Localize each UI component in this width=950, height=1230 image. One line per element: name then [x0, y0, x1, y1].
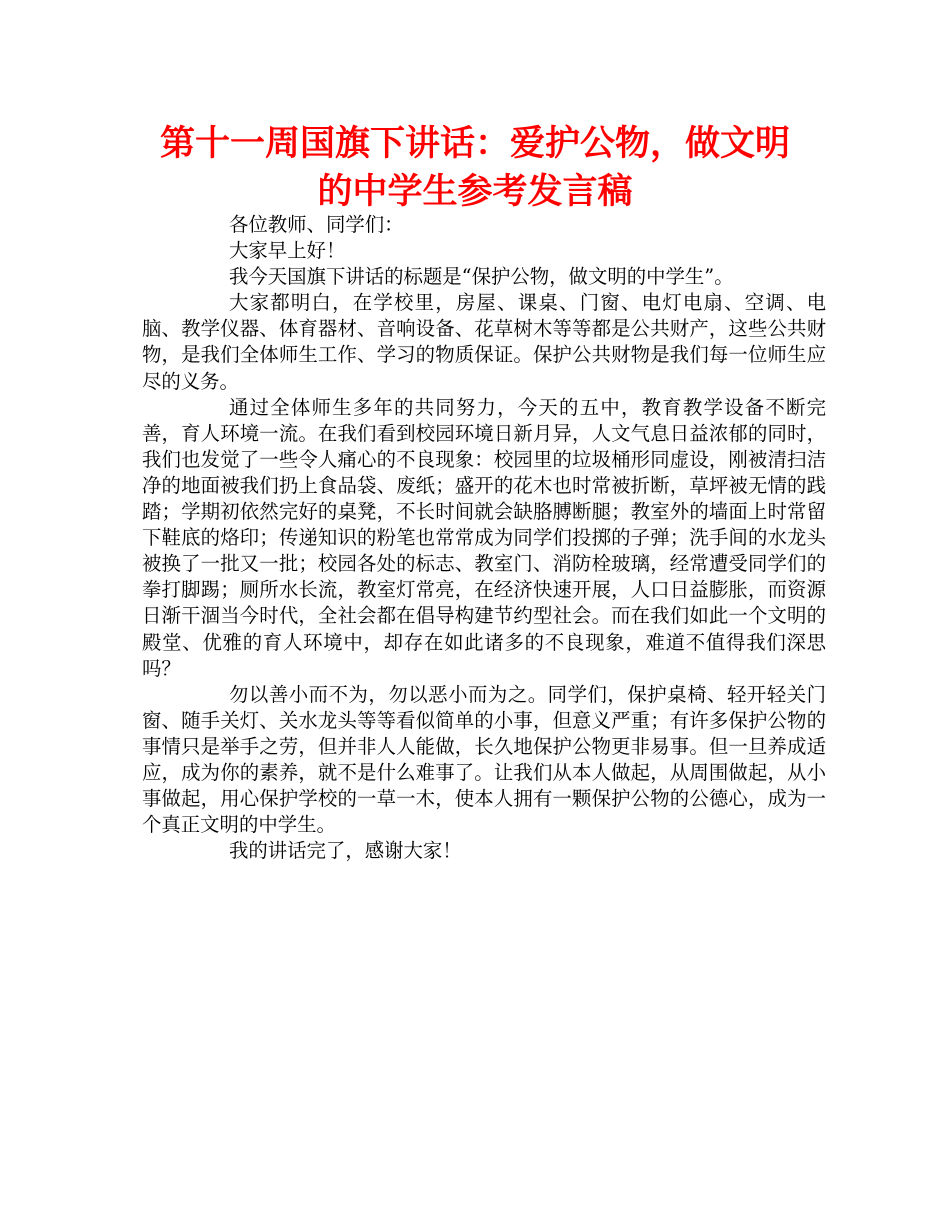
paragraph-call-to-action: 勿以善小而不为，勿以恶小而为之。同学们，保护桌椅、轻开轻关门窗、随手关灯、关水龙头等等看似简单的小事，但意义严重；有许多保护公物的事情只是举手之劳，但并非人人能做，长久地保护公物更非易事。但一旦养成适应，成为你的素养，就不是什么难事了。让我们从本人做起，从周围做起，从小事做起，用心保护学校的一草一木，使本人拥有一颗保护公物的公德心，成为一个真正文明的中学生。	[142, 682, 826, 837]
title-line-1: 第十一周国旗下讲话：爱护公物，做文明	[159, 124, 790, 164]
salutation: 各位教师、同学们：	[229, 213, 404, 236]
greeting: 大家早上好！	[229, 239, 346, 263]
page-title	[140, 120, 810, 216]
paragraph-public-property: 大家都明白，在学校里，房屋、课桌、门窗、电灯电扇、空调、电脑、教学仪器、体育器材、音响设备、花草树木等等都是公共财产，这些公共财物，是我们全体师生工作、学习的物质保证。保护公共财物是我们每一位师生应尽的义务。	[142, 291, 826, 393]
title-line-2: 的中学生参考发言稿	[317, 172, 633, 212]
paragraph-topic: 我今天国旗下讲话的标题是“保护公物，做文明的中学生”。	[229, 265, 734, 289]
paragraph-bad-phenomena: 通过全体师生多年的共同努力，今天的五中，教育教学设备不断完善，育人环境一流。在我们看到校园环境日新月异，人文气息日益浓郁的同时，我们也发觉了一些令人痛心的不良现象：校园里的垃圾桶形同虚设，刚被清扫洁净的地面被我们扔上食品袋、废纸；盛开的花木也时常被折断，草坪被无情的践踏；学期初依然完好的桌凳，不长时间就会缺胳膊断腿；教室外的墙面上时常留下鞋底的烙印；传递知识的粉笔也常常成为同学们投掷的子弹；洗手间的水龙头被换了一批又一批；校园各处的标志、教室门、消防栓玻璃，经常遭受同学们的拳打脚踢；厕所水长流，教室灯常亮，在经济快速开展，人口日益膨胀，而资源日渐干涸当今时代，全社会都在倡导构建节约型社会。而在我们如此一个文明的殿堂、优雅的育人环境中，却存在如此诸多的不良现象，难道不值得我们深思吗？	[142, 395, 826, 680]
speech-body	[142, 212, 826, 864]
paragraph-closing: 我的讲话完了，感谢大家！	[229, 839, 462, 863]
